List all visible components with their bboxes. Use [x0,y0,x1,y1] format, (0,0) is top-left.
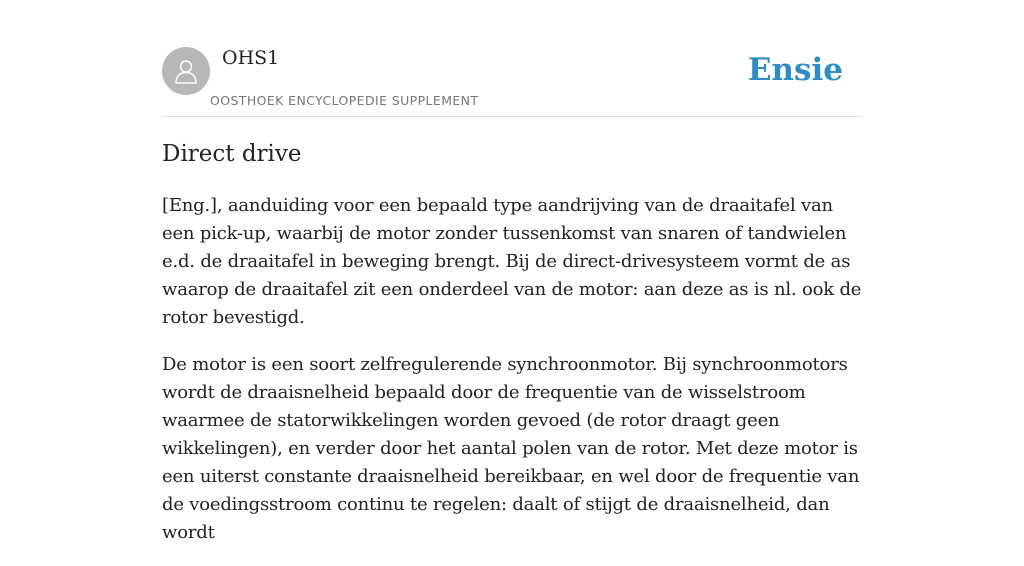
article-paragraph: [Eng.], aanduiding voor een bepaald type aandrijving van de draaitafel van een pick-up, waarbij de motor zonder tussenkomst van snaren of tandwielen e.d. de draaitafel in beweging brengt. Bij de direct-drivesysteem vormt de as waarop de draaitafel zit een onderdeel van de motor: aan deze as is nl. ook de rotor bevestigd. [162,195,862,328]
user-icon [172,57,200,85]
article-paragraph: De motor is een soort zelfregulerende synchroonmotor. Bij synchroonmotors wordt de draaisnelheid bepaald door de frequentie van de wisselstroom waarmee de statorwikkelingen worden gevoed (de rotor draagt geen wikkelingen), en verder door het aantal polen van de rotor. Met deze motor is een uiterst constante draaisnelheid bereikbaar, en wel door de frequentie van de voedingsstroom continu te regelen: daalt of stijgt de draaisnelheid, dan wordt [162,354,860,543]
avatar[interactable] [162,47,210,95]
article-header [162,46,862,117]
page-title: Direct drive [162,141,302,167]
source-name[interactable]: OOSTHOEK ENCYCLOPEDIE SUPPLEMENT [210,93,479,108]
author-name[interactable]: OHS1 [222,47,280,69]
article-body [162,192,862,566]
brand-logo[interactable]: Ensie [747,52,843,88]
